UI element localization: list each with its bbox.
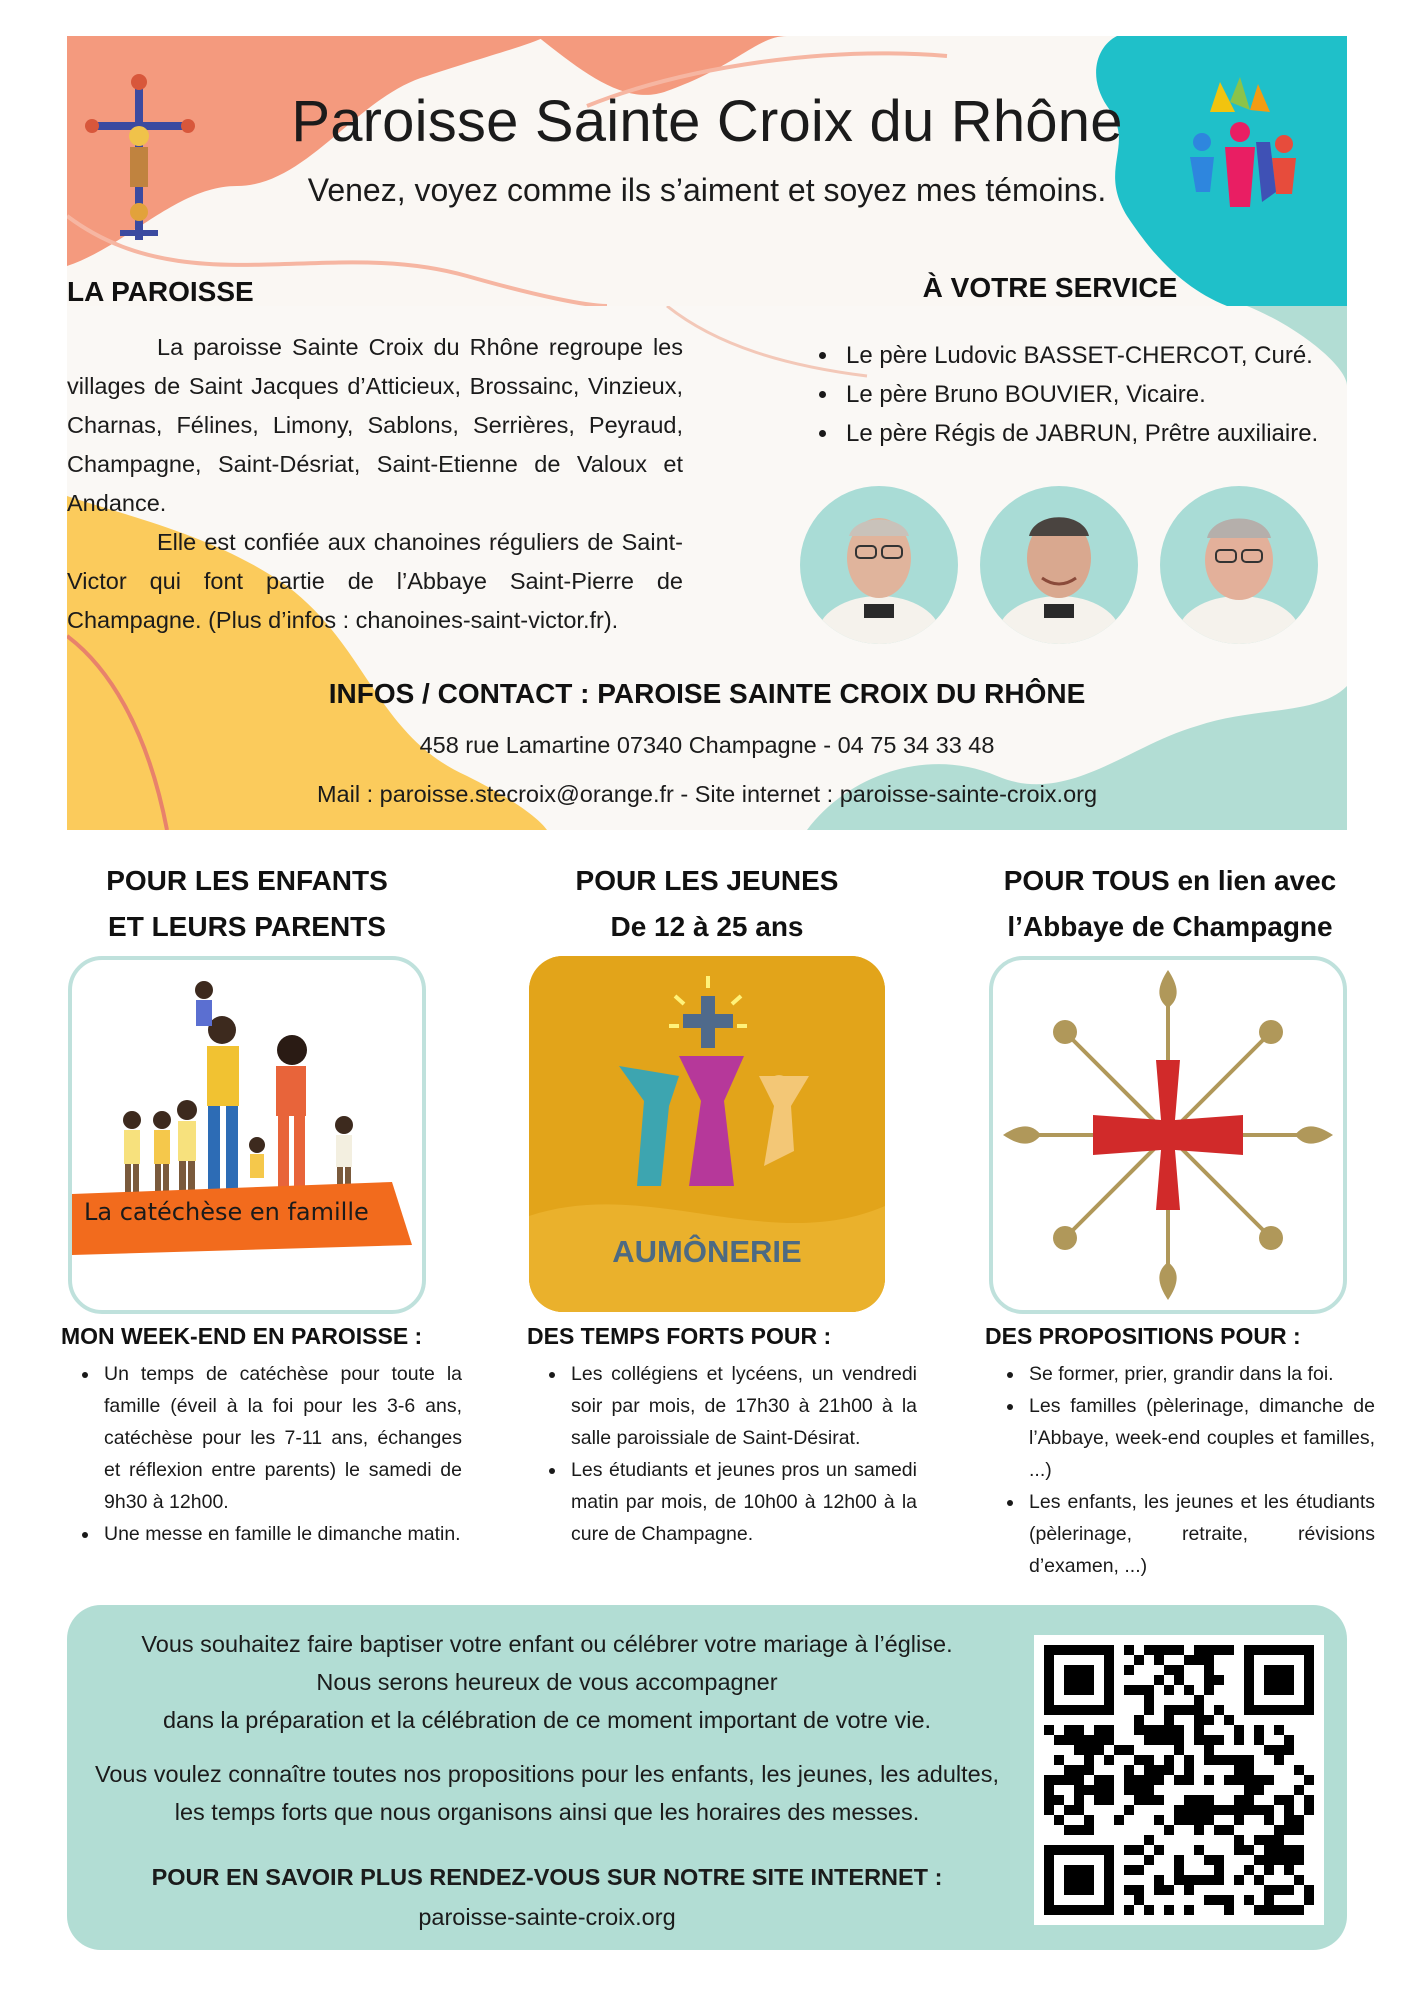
list-item: • Les enfants, les jeunes et les étudiants (pèlerinage, retraite, révisions d’examen, ...) [1025, 1486, 1375, 1582]
service-item: • Le père Ludovic BASSET-CHERCOT, Curé. [840, 336, 1360, 375]
list-item: • Les familles (pèlerinage, dimanche de l’Abbaye, week-end couples et familles, ...) [1025, 1390, 1375, 1486]
list-heading-tous: DES PROPOSITIONS POUR : [985, 1323, 1301, 1349]
column-heading-line: De 12 à 25 ans [610, 911, 804, 942]
bottom-line: Nous serons heureux de vous accompagner [316, 1669, 778, 1695]
bottom-text-block-1 [67, 1625, 1027, 1739]
bottom-cta: POUR EN SAVOIR PLUS RENDEZ-VOUS SUR NOTRE SITE INTERNET : [151, 1864, 943, 1890]
list-enfants [70, 1358, 462, 1550]
paroisse-paragraph-2: Elle est confiée aux chanoines réguliers de Saint-Victor qui font partie de l’Abbaye Saint-Pierre de Champagne. (Plus d’infos : chanoines-saint-victor.fr). [67, 529, 683, 633]
list-heading-jeunes: DES TEMPS FORTS POUR : [527, 1323, 832, 1349]
bottom-line: Vous souhaitez faire baptiser votre enfant ou célébrer votre mariage à l’église. [141, 1631, 953, 1657]
column-heading-jeunes [527, 858, 887, 950]
priest-portrait-2 [980, 486, 1138, 644]
bottom-line: Vous voulez connaître toutes nos propositions pour les enfants, les jeunes, les adultes, [94, 1761, 999, 1787]
list-item: • Une messe en famille le dimanche matin. [100, 1518, 462, 1550]
list-tous [995, 1358, 1375, 1582]
abbaye-cross-emblem [993, 960, 1343, 1310]
header-decoration [67, 36, 1347, 306]
catechese-card [68, 956, 426, 1314]
service-list [812, 336, 1360, 453]
abbaye-card [989, 956, 1347, 1314]
priest-portrait-3 [1160, 486, 1318, 644]
list-item: • Les collégiens et lycéens, un vendredi soir par mois, de 17h30 à 21h00 à la salle paroissiale de Saint-Désirat. [567, 1358, 917, 1454]
priest-portrait-1 [800, 486, 958, 644]
contact-address: 458 rue Lamartine 07340 Champagne - 04 75 34 33 48 [419, 732, 995, 758]
list-jeunes [537, 1358, 917, 1550]
column-heading-line: l’Abbaye de Champagne [1007, 911, 1333, 942]
aumonerie-card [529, 956, 885, 1312]
page-title: Paroisse Sainte Croix du Rhône [291, 89, 1123, 154]
qr-code-icon[interactable] [1034, 1635, 1324, 1925]
paroisse-paragraph-1: La paroisse Sainte Croix du Rhône regroupe les villages de Saint Jacques d’Atticieux, Brossainc, Vinzieux, Charnas, Félines, Limony, Sablons, Serrières, Peyraud, Champagne, Saint-Désriat, Saint-Etienne de Valoux et Andance. [67, 334, 683, 516]
header-banner [67, 36, 1347, 306]
service-heading: À VOTRE SERVICE [922, 272, 1178, 303]
column-heading-tous [960, 858, 1380, 950]
paroisse-heading: LA PAROISSE [67, 276, 254, 307]
contact-mail[interactable]: Mail : paroisse.stecroix@orange.fr - Site internet : paroisse-sainte-croix.org [316, 781, 1098, 807]
family-illustration [72, 960, 422, 1310]
list-item: • Les étudiants et jeunes pros un samedi matin par mois, de 10h00 à 12h00 à la cure de Champagne. [567, 1454, 917, 1550]
column-heading-line: POUR TOUS en lien avec [1003, 865, 1337, 896]
column-heading-line: ET LEURS PARENTS [108, 911, 386, 942]
aumonerie-label: AUMÔNERIE [612, 1234, 802, 1269]
column-heading-line: POUR LES ENFANTS [106, 865, 388, 896]
bottom-line: dans la préparation et la célébration de ce moment important de votre vie. [162, 1707, 932, 1733]
contact-heading: INFOS / CONTACT : PAROISE SAINTE CROIX DU RHÔNE [328, 678, 1086, 709]
service-item: • Le père Régis de JABRUN, Prêtre auxiliaire. [840, 414, 1360, 453]
list-heading-enfants: MON WEEK-END EN PAROISSE : [61, 1323, 423, 1349]
column-heading-line: POUR LES JEUNES [575, 865, 839, 896]
paroisse-text [67, 328, 683, 640]
bottom-text-block-2 [67, 1755, 1027, 1831]
page-subtitle: Venez, voyez comme ils s’aiment et soyez mes témoins. [307, 172, 1107, 208]
catechese-label: La catéchèse en famille [84, 1198, 369, 1226]
list-item: • Se former, prier, grandir dans la foi. [1025, 1358, 1375, 1390]
list-item: • Un temps de catéchèse pour toute la famille (éveil à la foi pour les 3-6 ans, catéchèse pour les 7-11 ans, échanges et réflexion entre parents) le samedi de 9h30 à 12h00. [100, 1358, 462, 1518]
service-item: • Le père Bruno BOUVIER, Vicaire. [840, 375, 1360, 414]
bottom-line: les temps forts que nous organisons ainsi que les horaires des messes. [174, 1799, 920, 1825]
bottom-site-link[interactable]: paroisse-sainte-croix.org [418, 1904, 676, 1930]
column-heading-enfants [67, 858, 427, 950]
